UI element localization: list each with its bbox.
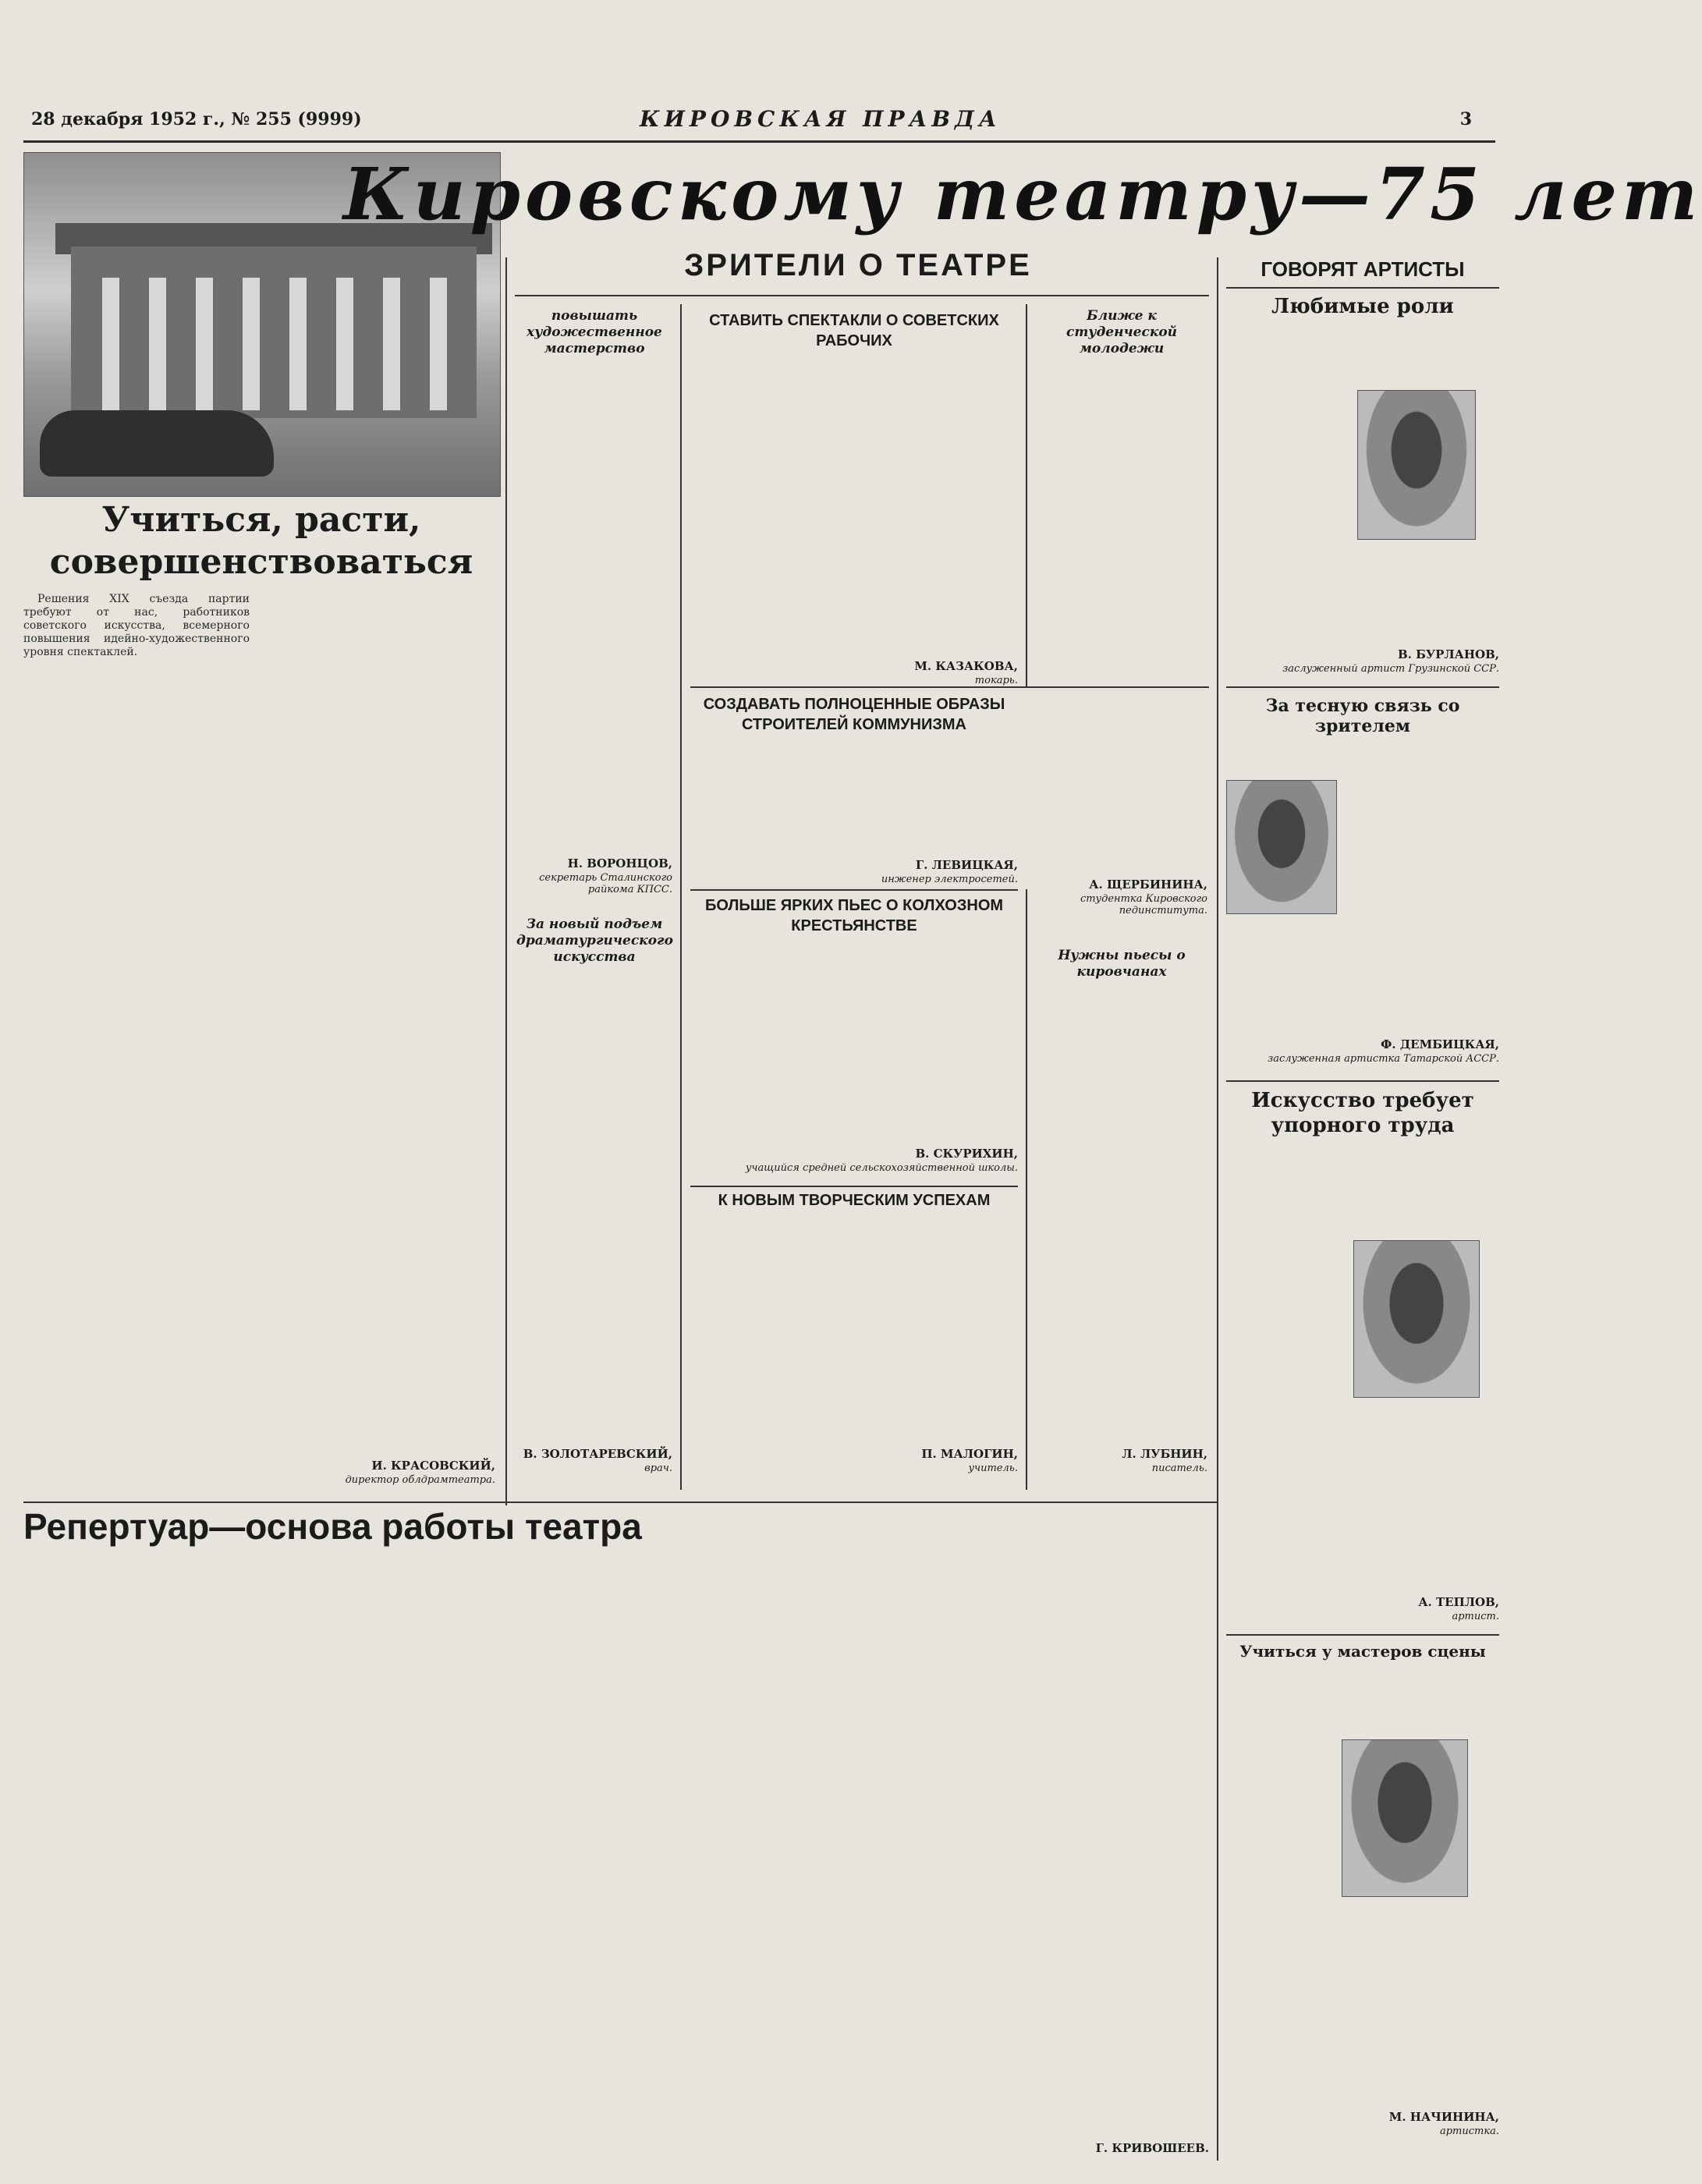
left-title-line2: совершенствоваться xyxy=(49,542,473,582)
article4-signature: М. НАЧИНИНА, xyxy=(1388,2110,1499,2124)
left-article-signature: И. КРАСОВСКИЙ, xyxy=(371,1459,495,1473)
nachinina-portrait xyxy=(1342,1739,1468,1897)
bottom-col3 xyxy=(507,1513,737,2153)
col3-heading: Ближе к студенческой молодежи xyxy=(1066,308,1178,356)
col3-signature-title: студентка Кировского пединститута. xyxy=(1080,893,1207,916)
section-rule xyxy=(1226,686,1499,688)
section-rule xyxy=(1226,287,1499,289)
col3b-signature-title: писатель. xyxy=(1151,1462,1207,1474)
col1b-signature-title: врач. xyxy=(644,1462,672,1474)
article4-signature-title: артистка. xyxy=(1439,2126,1499,2137)
bottom-col2 xyxy=(265,1560,495,2153)
col2d-heading: К НОВЫМ ТВОРЧЕСКИМ УСПЕХАМ xyxy=(718,1192,991,1209)
bottom-article-title: Репертуар—основа работы театра xyxy=(23,1506,642,1547)
col2-signature: М. КАЗАКОВА, xyxy=(914,659,1018,673)
article3-title-line1: Искусство требует xyxy=(1251,1089,1474,1112)
col2c-body xyxy=(690,944,1018,1147)
article1-signature: В. БУРЛАНОВ, xyxy=(1397,647,1499,661)
col3b-body xyxy=(1036,994,1207,1439)
col2d-signature: П. МАЛОГИН, xyxy=(921,1447,1018,1461)
col3-signature: А. ЩЕРБИНИНА, xyxy=(1089,878,1207,892)
column-rule xyxy=(1026,889,1027,1490)
section-rule xyxy=(690,889,1018,891)
article4-title: Учиться у мастеров сцены xyxy=(1239,1642,1486,1661)
dembitskaya-portrait xyxy=(1226,780,1337,914)
col2b-signature: Г. ЛЕВИЦКАЯ, xyxy=(915,858,1018,872)
left-article-col2 xyxy=(269,593,495,1451)
article1-signature-title: заслуженный артист Грузинской ССР. xyxy=(1282,663,1499,675)
col1-heading: повышать художественное мастерство xyxy=(527,308,662,356)
bottom-col4 xyxy=(749,1513,979,2153)
article3-title-line2: упорного труда xyxy=(1271,1114,1455,1137)
col1-body xyxy=(516,374,672,850)
article1-title: Любимые роли xyxy=(1271,295,1454,318)
bottom-col5 xyxy=(987,1513,1209,2137)
col2d-body xyxy=(690,1221,1018,1447)
col2b-body xyxy=(690,741,1018,858)
viewers-section-heading: ЗРИТЕЛИ О ТЕАТРЕ xyxy=(684,248,1032,282)
column-rule xyxy=(1026,304,1027,686)
col2b-signature-title: инженер электросетей. xyxy=(881,874,1018,885)
col1b-heading: За новый подъем драматургического искусства xyxy=(516,916,673,965)
left-article-signature-title: директор облдрамтеатра. xyxy=(345,1474,495,1486)
article3-signature-title: артист. xyxy=(1452,1611,1499,1622)
column-rule xyxy=(505,257,507,1505)
col2-body xyxy=(690,359,1018,655)
col1-signature-title: секретарь Сталинского райкома КПСС. xyxy=(539,872,672,895)
article2-signature: Ф. ДЕМБИЦКАЯ, xyxy=(1381,1037,1499,1051)
article2-signature-title: заслуженная артистка Татарской АССР. xyxy=(1268,1053,1499,1065)
section-rule xyxy=(690,1186,1018,1187)
artists-section-heading: ГОВОРЯТ АРТИСТЫ xyxy=(1261,257,1465,281)
newspaper-title: КИРОВСКАЯ ПРАВДА xyxy=(640,106,1002,132)
teplov-portrait xyxy=(1353,1240,1480,1398)
col1b-body xyxy=(516,983,672,1435)
left-article-title xyxy=(23,499,499,583)
left-title-line1: Учиться, расти, xyxy=(101,500,421,540)
col1b-signature: В. ЗОЛОТАРЕВСКИЙ, xyxy=(523,1447,672,1461)
article2-title: За тесную связь со зрителем xyxy=(1265,696,1460,736)
bottom-col1 xyxy=(23,1560,254,2153)
anniversary-banner: Кировскому театру—75 лет xyxy=(343,152,1702,236)
col2-heading: СТАВИТЬ СПЕКТАКЛИ О СОВЕТСКИХ РАБОЧИХ xyxy=(709,312,999,349)
col3-body xyxy=(1036,374,1207,874)
section-rule xyxy=(1226,1080,1499,1082)
col2c-heading: БОЛЬШЕ ЯРКИХ ПЬЕС О КОЛХОЗНОМ КРЕСТЬЯНСТВЕ xyxy=(704,897,1004,934)
section-rule xyxy=(515,295,1209,296)
col1-signature: Н. ВОРОНЦОВ, xyxy=(567,856,672,870)
section-rule xyxy=(23,1502,1217,1503)
col2c-signature: В. СКУРИХИН, xyxy=(915,1147,1018,1161)
col3b-signature: Л. ЛУБНИН, xyxy=(1122,1447,1207,1461)
burlanov-portrait xyxy=(1357,390,1476,540)
article3-signature: А. ТЕПЛОВ, xyxy=(1418,1595,1499,1609)
section-rule xyxy=(1226,1634,1499,1636)
left-article-lead: Решения XIX съезда партии требуют от нас, работников советского искусства, всемерного повышения идейно-художественного уровня спектаклей. xyxy=(23,593,250,658)
column-rule xyxy=(680,304,682,1490)
masthead-rule xyxy=(23,140,1495,143)
col2d-signature-title: учитель. xyxy=(968,1462,1018,1474)
article3-title xyxy=(1226,1088,1499,1138)
page-number: 3 xyxy=(1459,109,1472,129)
column-rule xyxy=(1217,257,1218,2161)
col2c-signature-title: учащийся средней сельскохозяйственной школы. xyxy=(745,1162,1018,1174)
issue-date: 28 декабря 1952 г., № 255 (9999) xyxy=(31,109,362,129)
col3b-heading: Нужны пьесы о кировчанах xyxy=(1058,948,1186,980)
col2b-heading: СОЗДАВАТЬ ПОЛНОЦЕННЫЕ ОБРАЗЫ СТРОИТЕЛЕЙ КОММУНИЗМА xyxy=(703,696,1005,733)
bottom-article-signature: Г. КРИВОШЕЕВ. xyxy=(1095,2141,1209,2155)
col2-signature-title: токарь. xyxy=(974,675,1018,686)
left-article-col1 xyxy=(23,593,250,1451)
